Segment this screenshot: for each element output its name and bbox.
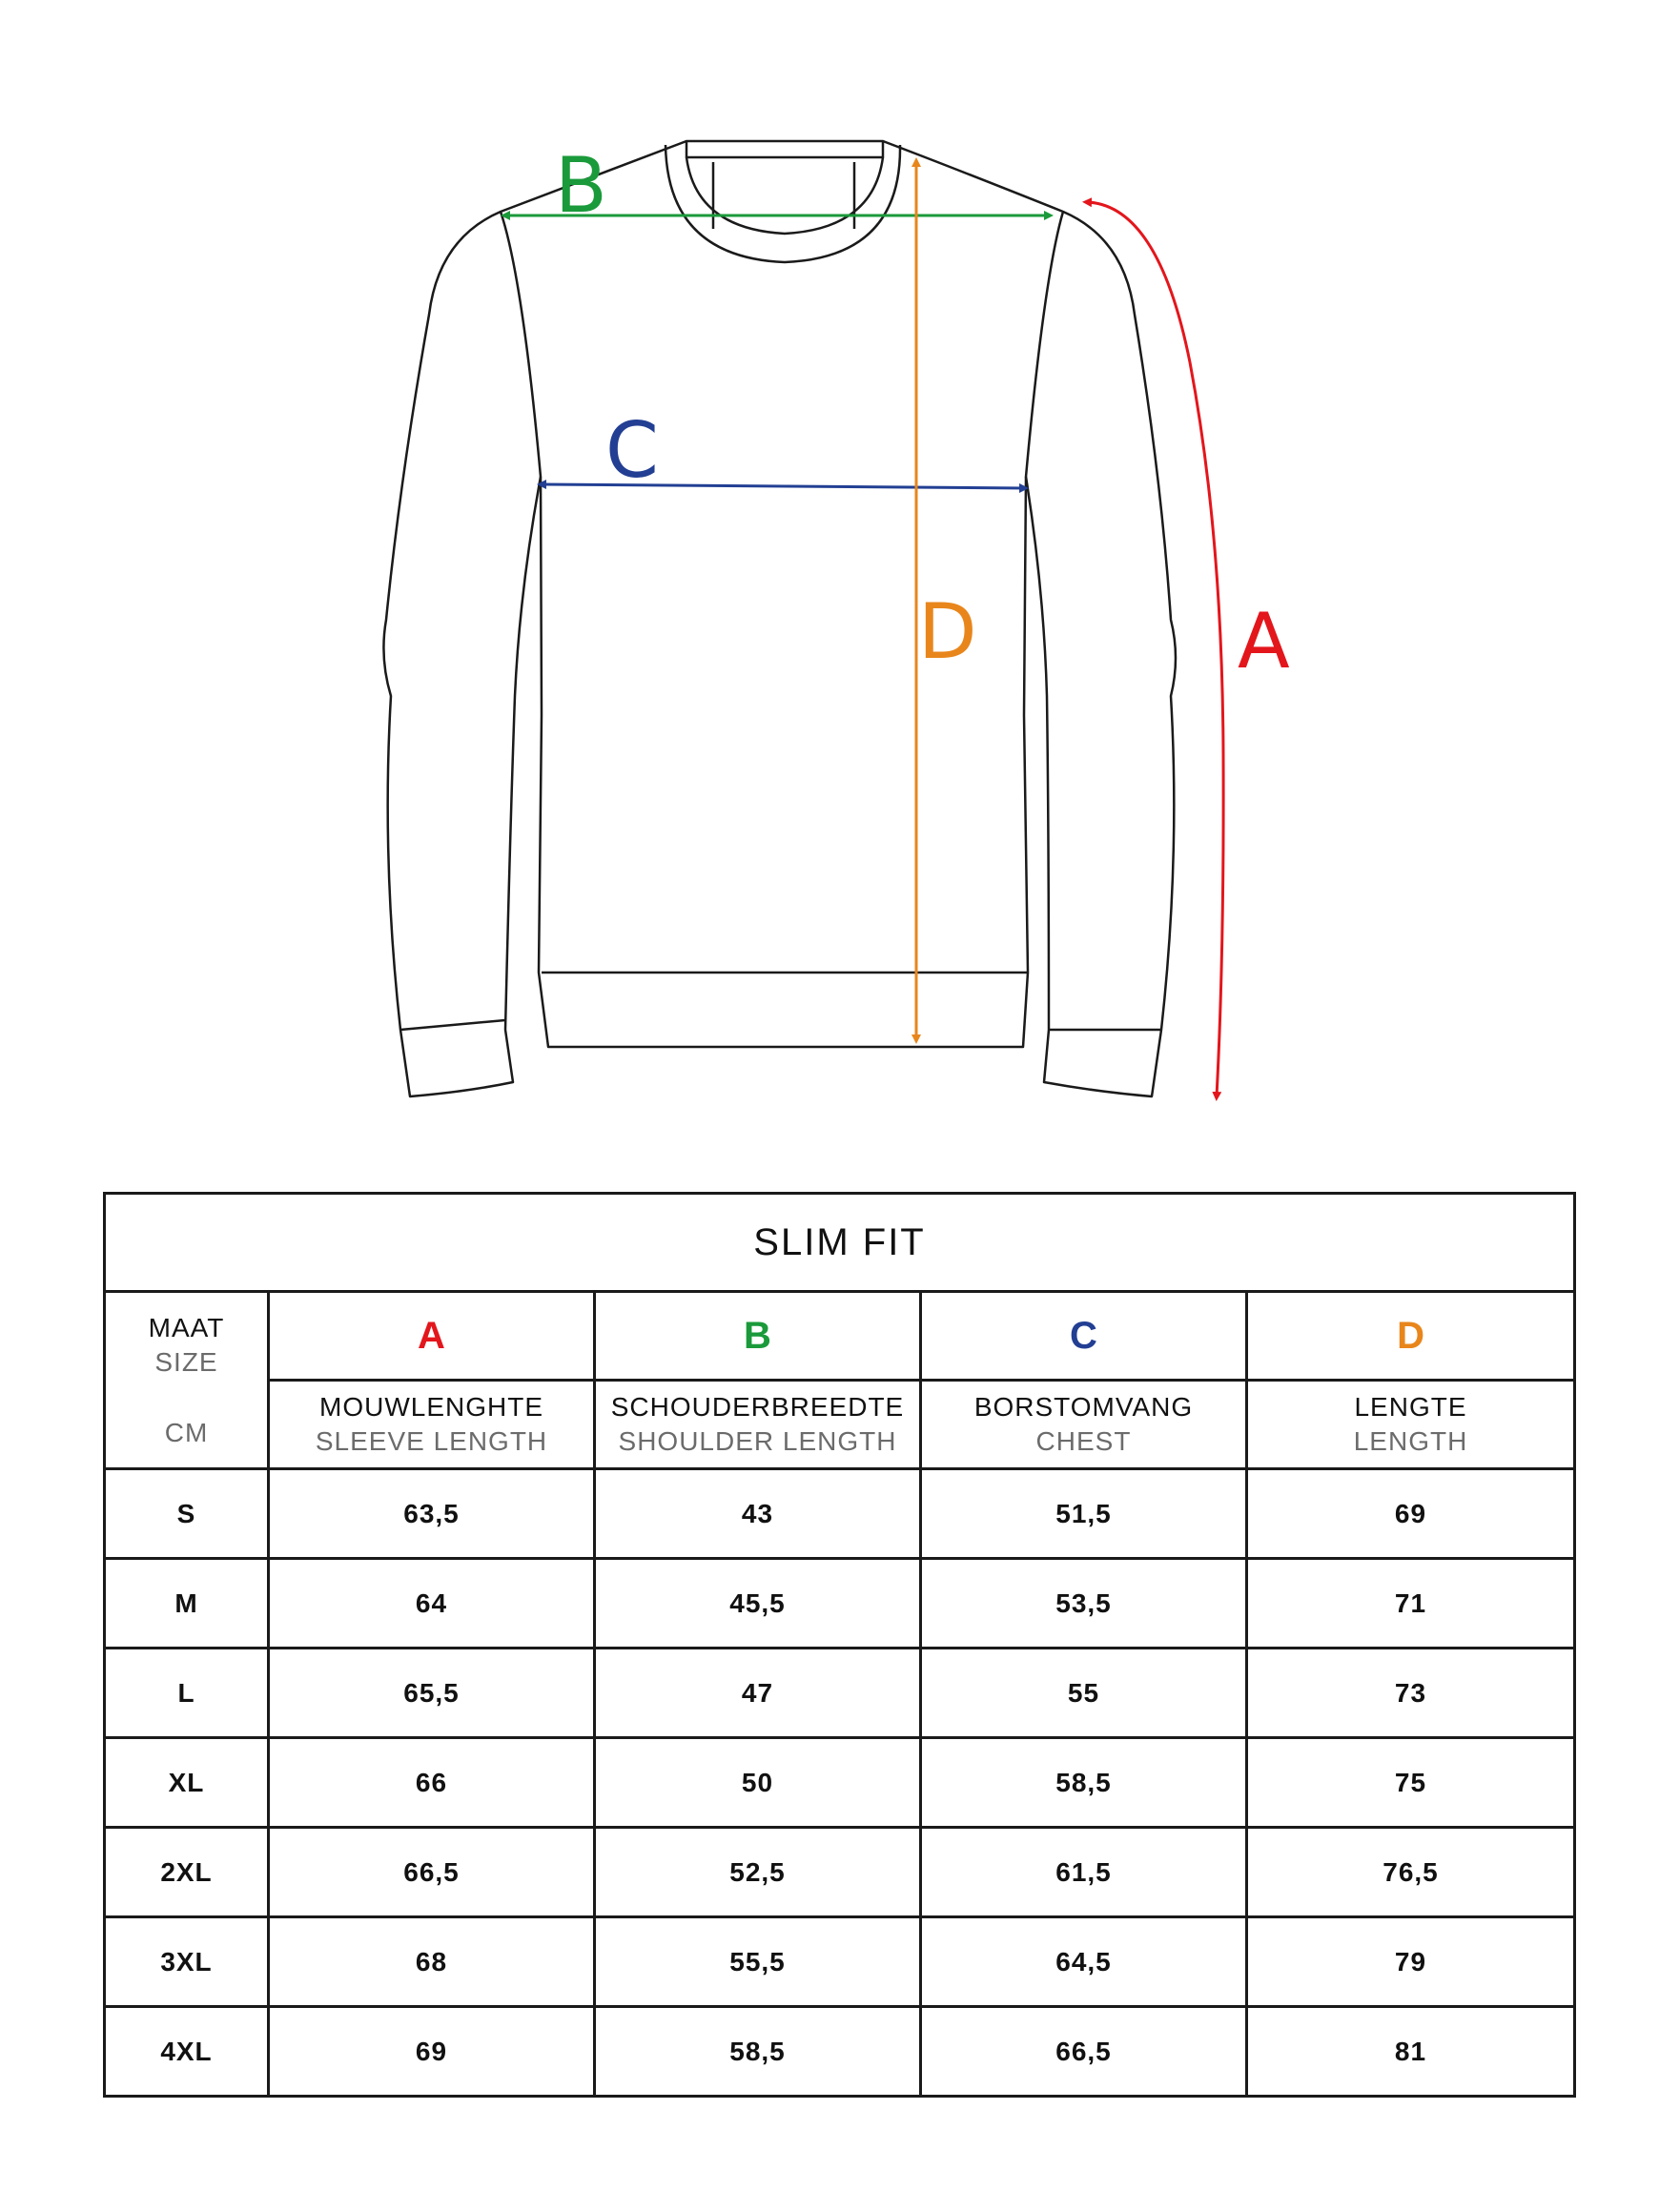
- value-cell: 66,5: [269, 1828, 595, 1917]
- value-cell: 71: [1247, 1559, 1575, 1649]
- value-cell: 61,5: [921, 1828, 1247, 1917]
- dimension-a-label: A: [1238, 597, 1290, 686]
- value-cell: 55,5: [595, 1917, 921, 2007]
- size-header-en: SIZE: [154, 1346, 218, 1377]
- column-name-nl: BORSTOMVANG: [973, 1392, 1194, 1422]
- dimension-b-label: B: [555, 141, 607, 230]
- size-cell: L: [105, 1649, 269, 1738]
- value-cell: 47: [595, 1649, 921, 1738]
- value-cell: 58,5: [595, 2007, 921, 2097]
- column-header-length: [1247, 1381, 1575, 1469]
- column-letter-d: D: [1247, 1292, 1575, 1381]
- value-cell: 50: [595, 1738, 921, 1828]
- column-header-shoulder-length: [595, 1381, 921, 1469]
- column-letter-b: B: [595, 1292, 921, 1381]
- table-row: [105, 1828, 1575, 1917]
- value-cell: 64,5: [921, 1917, 1247, 2007]
- value-cell: 73: [1247, 1649, 1575, 1738]
- value-cell: 52,5: [595, 1828, 921, 1917]
- value-cell: 69: [269, 2007, 595, 2097]
- dimension-d-label: D: [918, 587, 977, 676]
- value-cell: 58,5: [921, 1738, 1247, 1828]
- column-name-en: CHEST: [1035, 1426, 1132, 1456]
- column-name-nl: SCHOUDERBREEDTE: [610, 1392, 905, 1422]
- table-title: SLIM FIT: [105, 1194, 1575, 1292]
- size-header-unit: CM: [164, 1417, 209, 1447]
- size-table: [103, 1192, 1576, 2098]
- table-row: [105, 1649, 1575, 1738]
- table-row: [105, 1738, 1575, 1828]
- column-name-en: SHOULDER LENGTH: [618, 1426, 897, 1456]
- value-cell: 53,5: [921, 1559, 1247, 1649]
- size-cell: S: [105, 1469, 269, 1559]
- value-cell: 76,5: [1247, 1828, 1575, 1917]
- value-cell: 68: [269, 1917, 595, 2007]
- value-cell: 65,5: [269, 1649, 595, 1738]
- size-chart: [103, 1192, 1573, 2098]
- value-cell: 81: [1247, 2007, 1575, 2097]
- dimension-a-arrow: [1087, 202, 1223, 1096]
- table-row: [105, 1559, 1575, 1649]
- column-letter-a: A: [269, 1292, 595, 1381]
- value-cell: 63,5: [269, 1469, 595, 1559]
- value-cell: 55: [921, 1649, 1247, 1738]
- column-name-en: SLEEVE LENGTH: [315, 1426, 548, 1456]
- column-name-nl: LENGTE: [1354, 1392, 1467, 1422]
- value-cell: 66: [269, 1738, 595, 1828]
- size-cell: 4XL: [105, 2007, 269, 2097]
- table-row: [105, 2007, 1575, 2097]
- size-header-nl: MAAT: [148, 1312, 225, 1342]
- size-cell: M: [105, 1559, 269, 1649]
- column-header-chest: [921, 1381, 1247, 1469]
- size-header: [105, 1292, 269, 1469]
- column-header-sleeve-length: [269, 1381, 595, 1469]
- size-cell: XL: [105, 1738, 269, 1828]
- size-cell: 3XL: [105, 1917, 269, 2007]
- sweater-outline: [383, 141, 1176, 1096]
- dimension-c-label: C: [605, 406, 659, 495]
- value-cell: 43: [595, 1469, 921, 1559]
- column-letter-c: C: [921, 1292, 1247, 1381]
- value-cell: 69: [1247, 1469, 1575, 1559]
- column-name-nl: MOUWLENGHTE: [319, 1392, 543, 1422]
- value-cell: 66,5: [921, 2007, 1247, 2097]
- value-cell: 45,5: [595, 1559, 921, 1649]
- table-row: [105, 1469, 1575, 1559]
- size-cell: 2XL: [105, 1828, 269, 1917]
- value-cell: 79: [1247, 1917, 1575, 2007]
- value-cell: 64: [269, 1559, 595, 1649]
- table-row: [105, 1917, 1575, 2007]
- column-name-en: LENGTH: [1353, 1426, 1468, 1456]
- value-cell: 51,5: [921, 1469, 1247, 1559]
- value-cell: 75: [1247, 1738, 1575, 1828]
